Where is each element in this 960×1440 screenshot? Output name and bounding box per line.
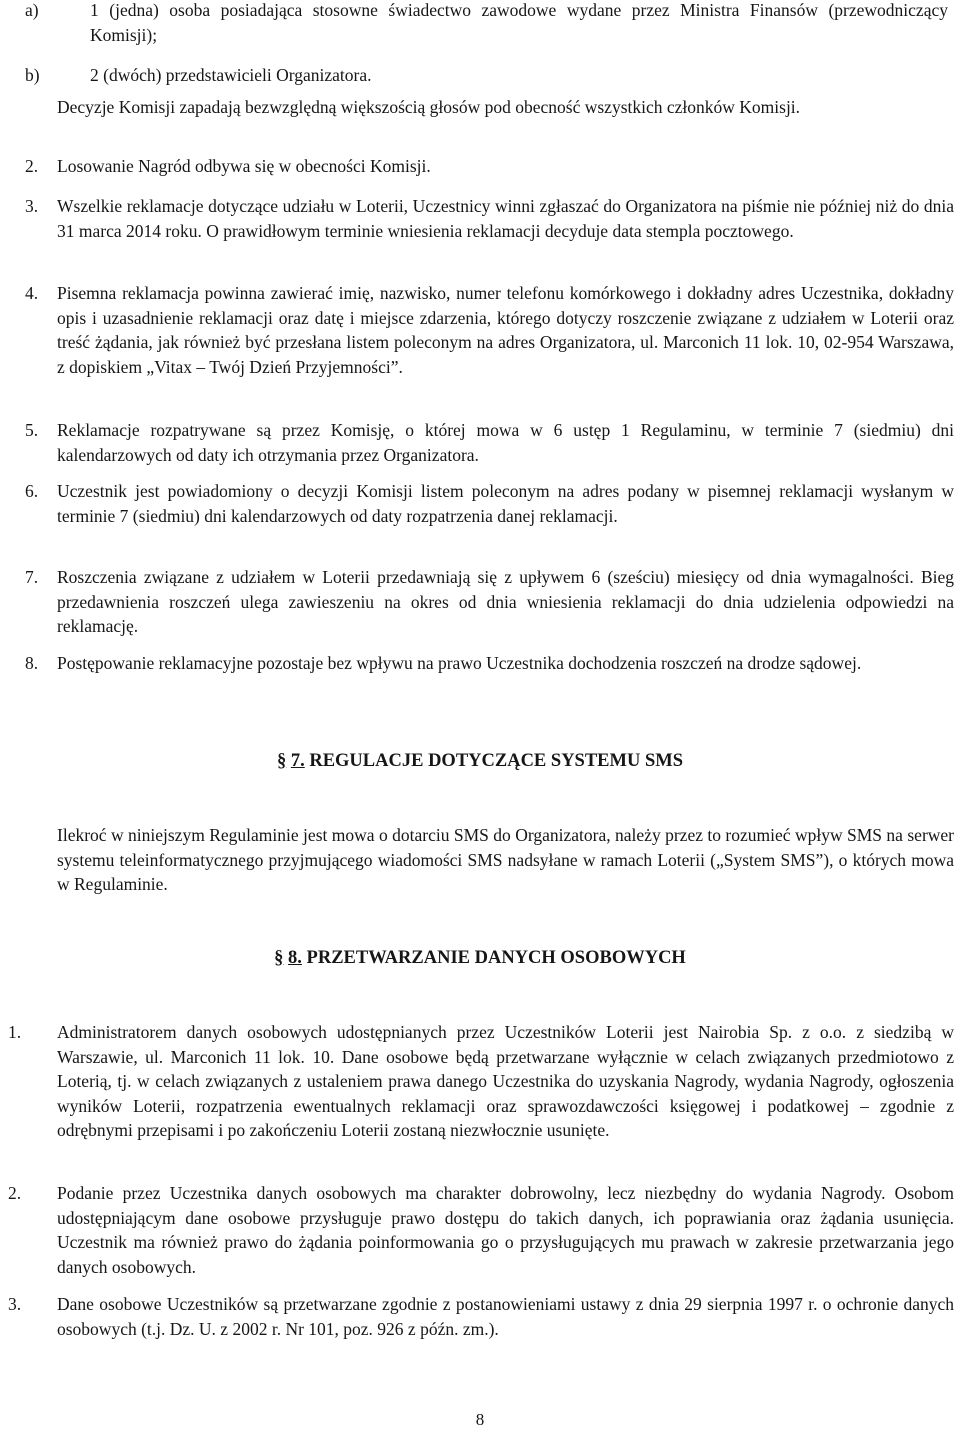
list-marker: b): [25, 65, 40, 85]
sms-paragraph: Ilekroć w niniejszym Regulaminie jest mowa o dotarciu SMS do Organizatora, należy przez to rozumieć wpływ SMS na serwer systemu teleinformatycznego przyjmującego wiadomości SMS nadsyłane w ramach Loterii („System SMS”), o których mowa w Regulaminie.: [57, 825, 954, 894]
item-number: 8.: [25, 653, 39, 673]
data-item-3: [8, 1292, 954, 1341]
item-number: 5.: [25, 420, 39, 440]
list-marker: a): [25, 0, 39, 20]
item-text: Postępowanie reklamacyjne pozostaje bez wpływu na prawo Uczestnika dochodzenia roszczeń na drodze sądowej.: [57, 653, 862, 673]
numbered-item-2: [25, 154, 954, 179]
data-item-1: [8, 1020, 954, 1143]
numbered-item-7: [25, 565, 954, 639]
item-number: 3.: [25, 196, 39, 216]
item-text: Dane osobowe Uczestników są przetwarzane zgodnie z postanowieniami ustawy z dnia 29 sierpnia 1997 r. o ochronie danych osobowych (t.j. Dz. U. z 2002 r. Nr 101, poz. 926 z późn. zm.).: [57, 1294, 954, 1339]
numbered-item-3: [25, 194, 954, 243]
item-text: Administratorem danych osobowych udostępnianych przez Uczestników Loterii jest Nairobia Sp. z o.o. z siedzibą w Warszawie, ul. Marconich 11 lok. 10. Dane osobowe będą przetwarzane wyłącznie w celach związanych przedmiotowo z Loterią, tj. w celach związanych z ustaleniem prawa danego Uczestnika do uzyskania Nagrody, wydania Nagrody, ogłoszenia wyników Loterii, rozpatrzenia ewentualnych reklamacji oraz sprawozdawczości księgowej i podatkowej – zgodnie z odrębnymi przepisami i po zakończeniu Loterii zostaną niezwłocznie usunięte.: [57, 1022, 954, 1140]
section-8-heading: [0, 946, 960, 970]
numbered-item-4: [25, 281, 954, 379]
section-title: REGULACJE DOTYCZĄCE SYSTEMU SMS: [309, 751, 684, 771]
item-text: Pisemna reklamacja powinna zawierać imię, nazwisko, numer telefonu komórkowego i dokładny adres Uczestnika, dokładny opis i uzasadnienie reklamacji oraz datę i miejsce zdarzenia, którego dotyczy roszczenie związane z udziałem w Loterii oraz treść żądania, jak również być przesłana listem poleconym na adres Organizatora, ul. Marconich 11 lok. 10, 02-954 Warszawa, z dopiskiem „Vitax – Twój Dzień Przyjemności”.: [57, 283, 954, 377]
item-text: Uczestnik jest powiadomiony o decyzji Komisji listem poleconym na adres podany w pisemnej reklamacji wysłanym w terminie 7 (siedmiu) dni kalendarzowych od daty rozpatrzenia danej reklamacji.: [57, 481, 954, 526]
item-text: Podanie przez Uczestnika danych osobowych ma charakter dobrowolny, lecz niezbędny do wydania Nagrody. Osobom udostępniającym dane osobowe przysługuje prawo dostępu do takich danych, ich poprawiania oraz żądania usunięcia. Uczestnik ma również prawo do żądania poinformowania go o przysługujących mu prawach w zakresie przetwarzania jego danych osobowych.: [57, 1183, 954, 1277]
item-number: 6.: [25, 481, 39, 501]
numbered-item-8: [25, 651, 954, 676]
numbered-item-6: [25, 479, 954, 528]
page-number: 8: [475, 1410, 485, 1429]
item-number: 4.: [25, 283, 39, 303]
item-number: 2.: [25, 156, 39, 176]
item-number: 2.: [8, 1183, 22, 1203]
section-number: 7.: [290, 751, 305, 771]
item-number: 1.: [8, 1022, 22, 1042]
item-text: Reklamacje rozpatrywane są przez Komisję, o której mowa w 6 ustęp 1 Regulaminu, w terminie 7 (siedmiu) dni kalendarzowych od daty ich otrzymania przez Organizatora.: [57, 420, 954, 465]
section-title: PRZETWARZANIE DANYCH OSOBOWYCH: [306, 948, 686, 968]
section-number: 8.: [288, 948, 302, 968]
item-text: Losowanie Nagród odbywa się w obecności Komisji.: [57, 156, 431, 176]
numbered-item-5: [25, 418, 954, 467]
list-item-b: [25, 63, 948, 88]
item-number: 7.: [25, 567, 39, 587]
data-item-2: [8, 1181, 954, 1279]
list-text: 1 (jedna) osoba posiadająca stosowne świadectwo zawodowe wydane przez Ministra Finansów (przewodniczący Komisji);: [90, 0, 948, 45]
section-7-heading: [0, 749, 960, 773]
item-number: 3.: [8, 1294, 22, 1314]
list-text: 2 (dwóch) przedstawicieli Organizatora.: [90, 65, 372, 85]
item-text: Roszczenia związane z udziałem w Loterii przedawniają się z upływem 6 (sześciu) miesięcy od dnia wymagalności. Bieg przedawnienia roszczeń ulega zawieszeniu na okres od dnia wniesienia reklamacji do dnia udzielenia odpowiedzi na reklamację.: [57, 567, 954, 636]
section-symbol: §: [276, 751, 287, 771]
item-text: Wszelkie reklamacje dotyczące udziału w Loterii, Uczestnicy winni zgłaszać do Organizatora na piśmie nie później niż do dnia 31 marca 2014 roku. O prawidłowym terminie wniesienia reklamacji decyduje data stempla pocztowego.: [57, 196, 954, 241]
decision-paragraph: Decyzje Komisji zapadają bezwzględną większością głosów pod obecność wszystkich członków Komisji.: [57, 97, 801, 117]
section-symbol: §: [274, 948, 284, 968]
list-item-a: [25, 0, 948, 47]
